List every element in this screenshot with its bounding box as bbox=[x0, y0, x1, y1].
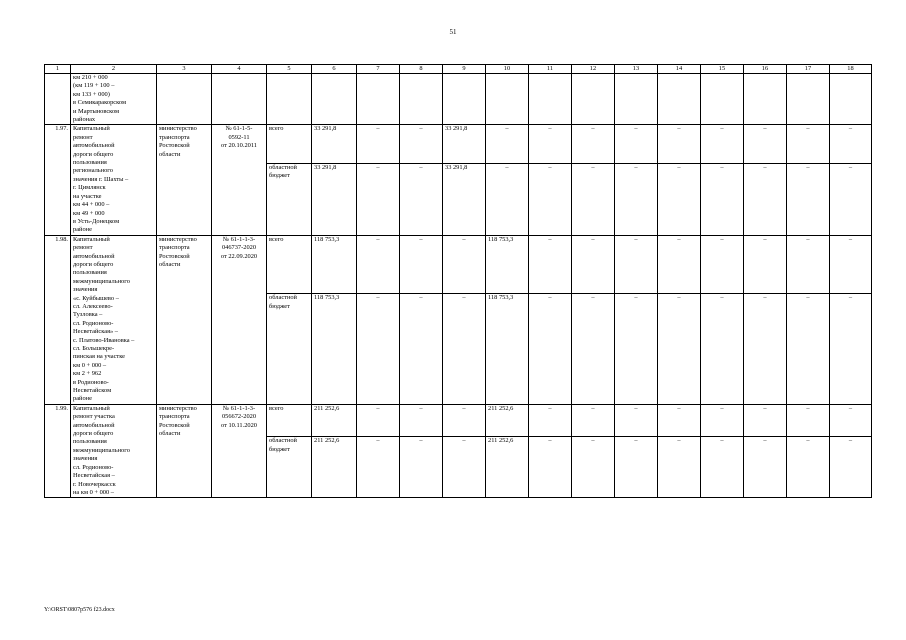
column-number: 2 bbox=[71, 65, 157, 74]
item-number: 1.98. bbox=[45, 235, 71, 404]
program-table bbox=[44, 64, 872, 498]
amount-cell: – bbox=[701, 404, 744, 436]
amount-cell: – bbox=[658, 235, 701, 293]
amount-cell: – bbox=[830, 404, 872, 436]
item-number: 1.99. bbox=[45, 404, 71, 497]
object-name-line: на км 0 + 000 – bbox=[73, 488, 114, 496]
amount-cell: – bbox=[744, 125, 787, 163]
object-name-line: (км 119 + 100 – bbox=[73, 82, 115, 90]
object-name-line: пользования bbox=[73, 269, 107, 277]
amount-cell: – bbox=[615, 404, 658, 436]
footer-file-path: Y:\ORST\0807p576 f23.docx bbox=[44, 607, 115, 613]
column-number: 5 bbox=[267, 65, 312, 74]
amount-cell: – bbox=[830, 125, 872, 163]
amount-cell: – bbox=[529, 404, 572, 436]
amount-cell: – bbox=[787, 404, 830, 436]
object-name-line: дороги общего bbox=[73, 150, 114, 158]
amount-cell: – bbox=[572, 235, 615, 293]
empty-cell bbox=[615, 74, 658, 125]
amount-cell: – bbox=[830, 163, 872, 235]
object-name-line: сл. Большекре- bbox=[73, 345, 115, 352]
object-name-line: км 210 + 000 bbox=[73, 74, 108, 81]
amount-cell: – bbox=[787, 437, 830, 498]
page-number: 51 bbox=[449, 28, 457, 36]
amount-cell: – bbox=[701, 235, 744, 293]
column-number: 7 bbox=[357, 65, 400, 74]
responsible-body-line: области bbox=[159, 430, 181, 438]
funding-source-line: бюджет bbox=[269, 445, 290, 453]
object-name-line: сл. Родионово- bbox=[73, 463, 114, 471]
amount-cell: – bbox=[658, 125, 701, 163]
amount-cell: – bbox=[701, 437, 744, 498]
object-name-line: ремонт bbox=[73, 133, 93, 141]
amount-cell: – bbox=[658, 294, 701, 405]
object-name-line: на участке bbox=[73, 192, 102, 200]
object-name-line: Тузловка – bbox=[73, 311, 103, 319]
amount-cell: – bbox=[787, 125, 830, 163]
expertise-document-line: 046737-2020 bbox=[221, 244, 257, 252]
object-name-line: км 0 + 000 – bbox=[73, 361, 107, 369]
amount-cell: – bbox=[486, 125, 529, 163]
amount-cell: – bbox=[615, 125, 658, 163]
funding-source-line: всего bbox=[269, 235, 284, 243]
amount-cell: – bbox=[658, 437, 701, 498]
responsible-body-line: Ростовской bbox=[159, 142, 190, 150]
amount-cell: – bbox=[529, 235, 572, 293]
expertise-document-line: от 10.11.2020 bbox=[220, 421, 258, 429]
amount-cell: – bbox=[830, 294, 872, 405]
empty-cell bbox=[572, 74, 615, 125]
expertise-document-line: 056672-2020 bbox=[221, 413, 257, 421]
amount-cell: 118 753,3 bbox=[312, 294, 357, 405]
amount-cell: 211 252,6 bbox=[312, 404, 357, 436]
amount-cell: – bbox=[443, 294, 486, 405]
object-name-line: км 2 + 962 bbox=[73, 370, 102, 378]
empty-cell bbox=[267, 74, 312, 125]
amount-cell: – bbox=[529, 163, 572, 235]
amount-cell: 33 291,8 bbox=[312, 125, 357, 163]
expertise-document-line: от 22.09.2020 bbox=[220, 252, 258, 260]
amount-cell: – bbox=[529, 437, 572, 498]
expertise-document-line: № 61-1-5- bbox=[225, 125, 253, 133]
funding-source-line: бюджет bbox=[269, 302, 290, 310]
expertise-document-line: от 20.10.2011 bbox=[220, 142, 258, 150]
responsible-body bbox=[157, 235, 212, 404]
funding-source bbox=[267, 163, 312, 235]
amount-cell: 118 753,3 bbox=[486, 235, 529, 293]
amount-cell: – bbox=[744, 163, 787, 235]
object-name-line: регионального bbox=[73, 167, 113, 175]
amount-cell: – bbox=[357, 404, 400, 436]
funding-source bbox=[267, 404, 312, 436]
object-name-line: автомобильной bbox=[73, 142, 115, 150]
amount-cell: 211 252,6 bbox=[312, 437, 357, 498]
responsible-body-line: транспорта bbox=[159, 413, 190, 421]
funding-source bbox=[267, 294, 312, 405]
column-number: 13 bbox=[615, 65, 658, 74]
header-row bbox=[45, 65, 872, 74]
amount-cell: – bbox=[744, 235, 787, 293]
amount-cell: – bbox=[400, 437, 443, 498]
amount-cell: – bbox=[400, 294, 443, 405]
empty-cell bbox=[443, 74, 486, 125]
object-name-line: пользования bbox=[73, 159, 107, 167]
amount-cell: – bbox=[357, 163, 400, 235]
funding-source-line: всего bbox=[269, 404, 284, 412]
column-number: 6 bbox=[312, 65, 357, 74]
funding-source-line: областной bbox=[269, 163, 297, 171]
amount-cell: – bbox=[701, 125, 744, 163]
amount-cell: – bbox=[400, 163, 443, 235]
funding-source bbox=[267, 235, 312, 293]
expertise-document bbox=[212, 404, 267, 497]
object-name-line: сл. Родионово- bbox=[73, 319, 114, 327]
amount-cell: – bbox=[486, 163, 529, 235]
column-number: 12 bbox=[572, 65, 615, 74]
amount-cell: – bbox=[357, 437, 400, 498]
object-name-line: Капитальный bbox=[73, 404, 110, 412]
object-name-line: ремонт bbox=[73, 244, 93, 252]
object-name-line: ремонт участка bbox=[73, 413, 115, 421]
amount-cell: 211 252,6 bbox=[486, 404, 529, 436]
amount-cell: – bbox=[615, 294, 658, 405]
expertise-document bbox=[212, 125, 267, 235]
object-name-line: пользования bbox=[73, 438, 107, 446]
object-name-line: в Родионово- bbox=[73, 378, 109, 386]
object-name-line: межмуниципального bbox=[73, 446, 130, 454]
object-name-line: и Мартыновском bbox=[73, 107, 120, 115]
amount-cell: 33 291,8 bbox=[312, 163, 357, 235]
empty-cell bbox=[357, 74, 400, 125]
expertise-document-line: 0592-11 bbox=[228, 133, 250, 141]
column-number: 3 bbox=[157, 65, 212, 74]
object-name-line: Капитальный bbox=[73, 125, 110, 133]
column-number: 9 bbox=[443, 65, 486, 74]
funding-source-line: бюджет bbox=[269, 171, 290, 179]
amount-cell: – bbox=[615, 235, 658, 293]
amount-cell: – bbox=[744, 294, 787, 405]
object-name-line: значения bbox=[73, 455, 98, 463]
empty-cell bbox=[400, 74, 443, 125]
column-number: 8 bbox=[400, 65, 443, 74]
amount-cell: – bbox=[572, 163, 615, 235]
amount-cell: – bbox=[572, 125, 615, 163]
column-number: 14 bbox=[658, 65, 701, 74]
empty-cell bbox=[744, 74, 787, 125]
amount-cell: – bbox=[400, 235, 443, 293]
object-name-line: Капитальный bbox=[73, 235, 110, 243]
column-number: 4 bbox=[212, 65, 267, 74]
amount-cell: – bbox=[572, 404, 615, 436]
empty-cell bbox=[830, 74, 872, 125]
responsible-body bbox=[157, 125, 212, 235]
amount-cell: 118 753,3 bbox=[486, 294, 529, 405]
column-number: 10 bbox=[486, 65, 529, 74]
empty-cell bbox=[45, 74, 71, 125]
amount-cell: – bbox=[529, 125, 572, 163]
amount-cell: – bbox=[615, 437, 658, 498]
responsible-body-line: области bbox=[159, 150, 181, 158]
object-name-line: км 44 + 000 – bbox=[73, 201, 110, 209]
responsible-body-line: области bbox=[159, 260, 181, 268]
item-number: 1.97. bbox=[45, 125, 71, 235]
object-name-line: с. Платово-Ивановка – bbox=[73, 336, 135, 344]
amount-cell: 211 252,6 bbox=[486, 437, 529, 498]
amount-cell: – bbox=[787, 294, 830, 405]
column-number: 18 bbox=[830, 65, 872, 74]
funding-source bbox=[267, 125, 312, 163]
object-name bbox=[71, 235, 157, 404]
amount-cell: – bbox=[572, 437, 615, 498]
amount-cell: – bbox=[830, 235, 872, 293]
table-row bbox=[45, 404, 872, 436]
column-number: 1 bbox=[45, 65, 71, 74]
amount-cell: – bbox=[615, 163, 658, 235]
object-name-line: районе bbox=[73, 395, 92, 403]
amount-cell: – bbox=[701, 294, 744, 405]
responsible-body bbox=[157, 404, 212, 497]
column-number: 17 bbox=[787, 65, 830, 74]
continuation-row bbox=[45, 74, 872, 125]
empty-cell bbox=[212, 74, 267, 125]
amount-cell: – bbox=[787, 235, 830, 293]
object-name-line: Несветайская» – bbox=[73, 328, 118, 336]
amount-cell: – bbox=[744, 404, 787, 436]
amount-cell: – bbox=[658, 163, 701, 235]
empty-cell bbox=[529, 74, 572, 125]
empty-cell bbox=[658, 74, 701, 125]
amount-cell: 118 753,3 bbox=[312, 235, 357, 293]
object-name-line: в Семикаракорском bbox=[73, 99, 127, 107]
object-name-line: межмуниципального bbox=[73, 277, 130, 285]
object-name-line: в Усть-Донецком bbox=[73, 217, 120, 225]
expertise-document-line: № 61-1-1-3- bbox=[222, 235, 256, 243]
object-name-line: автомобильной bbox=[73, 252, 115, 260]
table-row bbox=[45, 125, 872, 163]
object-name-line: районе bbox=[73, 226, 92, 234]
amount-cell: – bbox=[357, 125, 400, 163]
responsible-body-line: транспорта bbox=[159, 244, 190, 252]
empty-cell bbox=[701, 74, 744, 125]
amount-cell: 33 291,8 bbox=[443, 125, 486, 163]
responsible-body-line: Ростовской bbox=[159, 421, 190, 429]
object-name-line: г. Новочеркасск bbox=[73, 480, 116, 488]
responsible-body-line: министерство bbox=[159, 235, 197, 243]
expertise-document-line: № 61-1-1-3- bbox=[222, 404, 256, 412]
responsible-body-line: транспорта bbox=[159, 133, 190, 141]
responsible-body-line: министерство bbox=[159, 404, 197, 412]
amount-cell: – bbox=[400, 125, 443, 163]
responsible-body-line: Ростовской bbox=[159, 252, 190, 260]
empty-cell bbox=[157, 74, 212, 125]
funding-source-line: всего bbox=[269, 125, 284, 133]
object-name-line: районах bbox=[73, 116, 96, 124]
amount-cell: – bbox=[443, 235, 486, 293]
amount-cell: – bbox=[357, 294, 400, 405]
amount-cell: – bbox=[787, 163, 830, 235]
object-name-line: дороги общего bbox=[73, 260, 114, 268]
object-name-line: км 49 + 000 bbox=[73, 209, 105, 217]
amount-cell: – bbox=[830, 437, 872, 498]
amount-cell: – bbox=[400, 404, 443, 436]
object-name-line: г. Цимлянск bbox=[73, 184, 106, 192]
amount-cell: – bbox=[357, 235, 400, 293]
amount-cell: – bbox=[744, 437, 787, 498]
object-name-line: Несветайском bbox=[73, 387, 112, 395]
column-number: 15 bbox=[701, 65, 744, 74]
amount-cell: – bbox=[443, 437, 486, 498]
funding-source-line: областной bbox=[269, 437, 297, 445]
funding-source bbox=[267, 437, 312, 498]
amount-cell: – bbox=[701, 163, 744, 235]
amount-cell: 33 291,8 bbox=[443, 163, 486, 235]
table-row bbox=[45, 235, 872, 293]
amount-cell: – bbox=[658, 404, 701, 436]
funding-source-line: областной bbox=[269, 294, 297, 302]
object-name-line: пинская на участке bbox=[73, 353, 125, 361]
empty-cell bbox=[312, 74, 357, 125]
object-name-line: Несветайская – bbox=[73, 472, 115, 480]
empty-cell bbox=[787, 74, 830, 125]
column-number: 16 bbox=[744, 65, 787, 74]
object-name bbox=[71, 404, 157, 497]
object-name-line: автомобильной bbox=[73, 421, 115, 429]
object-name-line: значения bbox=[73, 286, 98, 294]
amount-cell: – bbox=[572, 294, 615, 405]
column-number: 11 bbox=[529, 65, 572, 74]
object-name bbox=[71, 125, 157, 235]
table-body bbox=[45, 65, 872, 498]
empty-cell bbox=[486, 74, 529, 125]
object-name-line: км 133 + 000) bbox=[73, 90, 110, 98]
responsible-body-line: министерство bbox=[159, 125, 197, 133]
object-name-line: значения г. Шахты – bbox=[73, 175, 129, 183]
object-name bbox=[71, 74, 157, 125]
expertise-document bbox=[212, 235, 267, 404]
object-name-line: дороги общего bbox=[73, 430, 114, 438]
amount-cell: – bbox=[443, 404, 486, 436]
object-name-line: сл. Алексеево- bbox=[73, 302, 113, 310]
object-name-line: «с. Куйбышево – bbox=[73, 294, 119, 302]
amount-cell: – bbox=[529, 294, 572, 405]
